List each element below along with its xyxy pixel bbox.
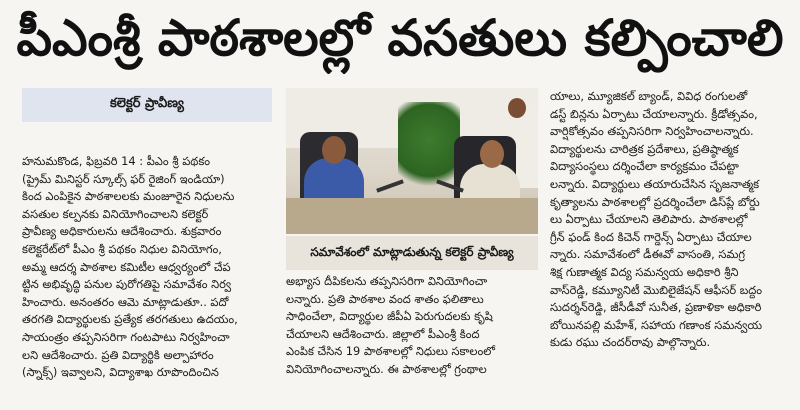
text-line: అభ్యాస దీపికలను తప్పనిసరిగా వినియోగించా bbox=[286, 274, 488, 288]
text-line: తరగతి విద్యార్థులకు ప్రత్యేక తరగతులు ఉదయం, bbox=[22, 312, 238, 327]
photo-caption-box bbox=[286, 236, 538, 270]
text-line: శిక్ష గుణాత్మక విద్య సమన్వయ అధికారి శ్రీని bbox=[550, 264, 739, 279]
standing-official-head bbox=[508, 98, 526, 118]
text-line: కింద ఎంపికైన పాఠశాలలకు మంజూరైన నిధులను bbox=[22, 189, 235, 204]
byline: కలెక్టర్ ప్రావీణ్య bbox=[110, 96, 184, 111]
text-line: యాలు, మ్యూజికల్ బ్యాండ్, వివిధ రంగులతో bbox=[550, 89, 748, 103]
text-line: సుదర్శన్‌రెడ్డి, జీసీడీవో సునీత, ప్రణాళికా అధికారి bbox=[550, 300, 762, 315]
headline: పీఎంశ్రీ పాఠశాలల్లో వసతులు కల్పించాలి bbox=[16, 9, 784, 67]
text-line: ఎంపిక చేసిన 19 పాఠశాలల్లో నిధులు సకాలంలో bbox=[286, 344, 495, 359]
text-line: చేయాలని ఆదేశించారు. జిల్లాలో పీఎంశ్రీ కింద bbox=[286, 326, 480, 341]
text-line: వాస్‌రెడ్డి, కమ్యూనిటీ మొబిలైజేషన్ ఆఫీసర్ బద్దం bbox=[550, 282, 763, 297]
text-line: కుడు రఘు చందర్‌రావు పాల్గొన్నారు. bbox=[550, 335, 711, 350]
text-line: సాయంత్రం తప్పనిసరిగా గంటపాటు నిర్వహించా bbox=[22, 329, 230, 344]
text-line: లన్నారు. ప్రతి పాఠశాల వంద శాతం ఫలితాలు bbox=[286, 291, 484, 306]
text-line: ట్టిన అభివృద్ధి పనుల పురోగతిపై సమావేశం నిర్వ bbox=[22, 277, 232, 292]
text-line: కలెక్టరేట్‌లో పీఎం శ్రీ పథకం నిధుల వినియోగం, bbox=[22, 241, 222, 256]
text-line: (స్నాక్స్) ఇవ్వాలని, విద్యాశాఖ రూపొందించిన bbox=[22, 365, 219, 380]
text-line: వినియోగించాలన్నారు. ఈ పాఠశాలల్లో గ్రంథాల bbox=[286, 361, 487, 376]
text-line: విద్యాసంస్థలు దర్శించేలా కార్యక్రమం చేపట్టా bbox=[550, 159, 739, 174]
text-line: హించారు. అనంతరం ఆమె మాట్లాడుతూ.. పదో bbox=[22, 294, 229, 309]
text-line: వసతుల కల్పనకు వినియోగించాలని కలెక్టర్ bbox=[22, 206, 209, 221]
photo-caption: సమావేశంలో మాట్లాడుతున్న కలెక్టర్ ప్రావీణ్య bbox=[310, 244, 514, 259]
text-line: హనుమకొండ, ఫిబ్రవరి 14 : పీఎం శ్రీ పథకం bbox=[22, 154, 211, 168]
article-column-2 bbox=[286, 273, 538, 379]
text-line: గ్రీన్ ఫండ్ కింద కిచెన్ గార్డెన్స్ ఏర్పాటు చేయాల bbox=[550, 229, 752, 244]
desk bbox=[286, 198, 538, 234]
text-line: బోయినపల్లి మహేశ్, సహాయ గణాంక సమన్వయ bbox=[550, 317, 762, 332]
official-head bbox=[480, 140, 504, 168]
text-line: న్నారు. సమావేశంలో డీఈవో వాసంతి, సమగ్ర bbox=[550, 247, 746, 262]
text-line: సాధించేలా, విద్యార్థుల జీపీఏ పెరుగుదలకు కృషి bbox=[286, 309, 493, 324]
byline-box bbox=[22, 88, 272, 122]
article-column-1 bbox=[22, 153, 272, 382]
text-line: డస్ట్ బిన్లను ఏర్పాటు చేయాలన్నారు. క్రీడోత్సవం, bbox=[550, 106, 758, 121]
text-line: అమ్మ ఆదర్శ పాఠశాల కమిటీల ఆధ్వర్యంలో చేప bbox=[22, 259, 231, 274]
text-line: (ప్రైమ్ మినిస్టర్ స్కూల్స్ ఫర్ రైజింగ్ ఇండియా) bbox=[22, 171, 225, 186]
text-line: లన్నారు. విద్యార్థులు తయారుచేసిన సృజనాత్మక bbox=[550, 176, 760, 191]
news-photo bbox=[286, 88, 538, 234]
text-line: వార్షికోత్సవం తప్పనిసరిగా నిర్వహించాలన్నారు. bbox=[550, 124, 754, 139]
text-line: లని ఆదేశించారు. ప్రతి విద్యార్థికి అల్పాహారం bbox=[22, 347, 214, 362]
article-column-3 bbox=[550, 88, 794, 352]
text-line: కృత్యాలను పాఠశాలల్లో ప్రదర్శించేలా డిస్‌ప్లే బోర్డు bbox=[550, 194, 760, 209]
text-line: ప్రావీణ్య అధికారులను ఆదేశించారు. శుక్రవారం bbox=[22, 224, 222, 239]
text-line: విద్యార్థులను చారిత్రక ప్రదేశాలు, ప్రతిష్ఠాత్మక bbox=[550, 141, 739, 156]
collector-head bbox=[322, 136, 346, 164]
text-line: లు ఏర్పాటు చేయాలని తెలిపారు. పాఠశాలల్లో bbox=[550, 212, 748, 227]
